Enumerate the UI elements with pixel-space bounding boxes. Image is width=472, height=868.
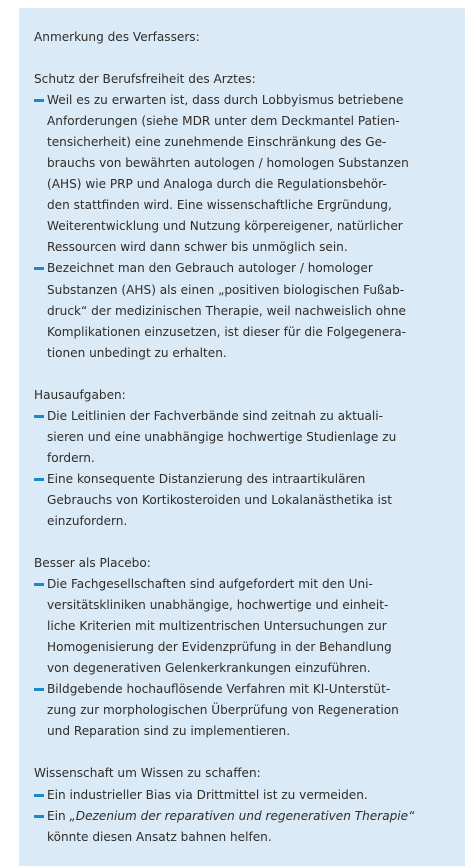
text-line: Ein industrieller Bias via Drittmittel ist zu vermeiden. (47, 787, 368, 802)
text-line: Anforderungen (siehe MDR unter dem Deckmantel Patien- (47, 114, 400, 129)
list-item (34, 469, 451, 532)
text-line: Die Leitlinien der Fachverbände sind zeitnah zu aktuali- (47, 408, 384, 423)
text-line: Substanzen (AHS) als einen „positiven biologischen Fußab- (47, 282, 405, 297)
text-line: zung zur morphologischen Überprüfung von Regeneration (47, 703, 399, 718)
list-item (34, 406, 451, 469)
text-line: versitätskliniken unabhängige, hochwertige und einheit- (47, 598, 389, 613)
dash-bullet-icon (34, 688, 44, 691)
section-berufsfreiheit (34, 69, 451, 364)
dash-bullet-icon (34, 415, 44, 418)
dash-bullet-icon (34, 267, 44, 270)
section-heading: Schutz der Berufsfreiheit des Arztes: (34, 72, 256, 87)
text-line: (AHS) wie PRP und Analoga durch die Regulationsbehör- (47, 177, 387, 192)
text-line: Eine konsequente Distanzierung des intraartikulären (47, 471, 366, 486)
text-line: Die Fachgesellschaften sind aufgefordert mit den Uni- (47, 577, 373, 592)
section-heading: Besser als Placebo: (34, 556, 151, 571)
text-line: und Reparation sind zu implementieren. (47, 724, 291, 739)
list-item (34, 258, 451, 363)
text-lead: Ein (47, 808, 70, 823)
text-line: sieren und eine unabhängige hochwertige Studienlage zu (47, 429, 397, 444)
italic-title: „Dezenium der reparativen und regenerativen Therapie“ (69, 808, 415, 823)
text-line: fordern. (47, 450, 95, 465)
dash-bullet-icon (34, 99, 44, 102)
dash-bullet-icon (34, 815, 44, 818)
text-line: Weiterentwicklung und Nutzung körpereigener, natürlicher (47, 219, 403, 234)
list-item (34, 574, 451, 679)
section-heading: Wissenschaft um Wissen zu schaffen: (34, 766, 261, 781)
text-line: Ressourcen wird dann schwer bis unmöglich sein. (47, 240, 348, 255)
text-line: druck“ der medizinischen Therapie, weil nachweislich ohne (47, 303, 406, 318)
dash-bullet-icon (34, 478, 44, 481)
text-line: tionen unbedingt zu erhalten. (47, 345, 227, 360)
list-item (34, 90, 451, 258)
section-placebo (34, 553, 451, 742)
text-line: den stattfinden wird. Eine wissenschaftliche Ergründung, (47, 198, 392, 213)
text-line: Weil es zu erwarten ist, dass durch Lobbyismus betriebene (47, 93, 404, 108)
dash-bullet-icon (34, 794, 44, 797)
text-line (47, 806, 451, 827)
text-line: Bezeichnet man den Gebrauch autologer / homologer (47, 261, 373, 276)
text-line: tensicherheit) eine zunehmende Einschränkung des Ge- (47, 135, 387, 150)
list-item (34, 785, 451, 806)
section-heading: Hausaufgaben: (34, 387, 126, 402)
list-item (34, 679, 451, 742)
text-line: Bildgebende hochauflösende Verfahren mit KI-Unterstüt- (47, 682, 391, 697)
section-wissenschaft (34, 763, 451, 847)
text-line: von degenerativen Gelenkerkrankungen einzuführen. (47, 661, 371, 676)
list-item (34, 806, 451, 848)
text-line: liche Kriterien mit multizentrischen Untersuchungen zur (47, 619, 387, 634)
text-line: einzufordern. (47, 513, 128, 528)
text-line: brauchs von bewährten autologen / homologen Substanzen (47, 156, 409, 171)
section-hausaufgaben (34, 385, 451, 532)
note-title: Anmerkung des Verfassers: (34, 30, 200, 44)
note-box (19, 8, 465, 866)
dash-bullet-icon (34, 583, 44, 586)
text-line: Gebrauchs von Kortikosteroiden und Lokalanästhetika ist (47, 492, 392, 507)
text-line: Komplikationen einzusetzen, ist dieser für die Folgegenera- (47, 324, 407, 339)
text-line: Homogenisierung der Evidenzprüfung in der Behandlung (47, 640, 392, 655)
text-line: könnte diesen Ansatz bahnen helfen. (47, 829, 272, 844)
